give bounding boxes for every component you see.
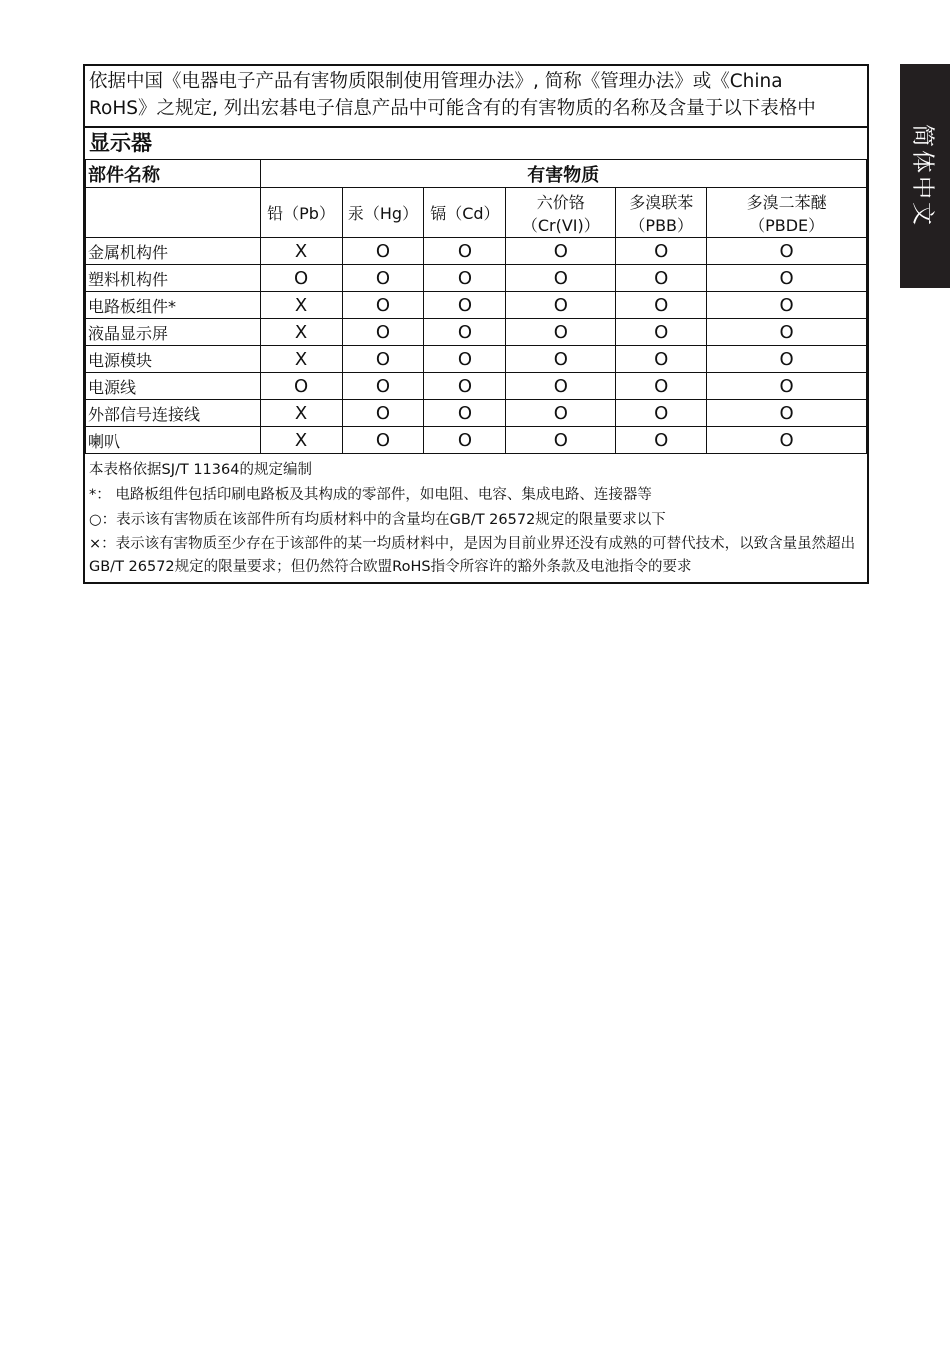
substance-value-cell: O bbox=[707, 238, 867, 265]
table-row bbox=[86, 238, 867, 265]
note-circle: ○：表示该有害物质在该部件所有均质材料中的含量均在GB/T 26572规定的限量要求以下 bbox=[89, 512, 666, 528]
substance-value-cell: O bbox=[707, 427, 867, 454]
substance-value-cell: O bbox=[424, 346, 506, 373]
substance-value-cell: O bbox=[260, 373, 342, 400]
substance-name: 汞（Hg） bbox=[347, 204, 419, 223]
substance-name: 多溴二苯醚 bbox=[746, 192, 827, 212]
substance-value-cell: O bbox=[342, 400, 424, 427]
substance-value-cell: X bbox=[260, 346, 342, 373]
substance-value-cell: O bbox=[424, 265, 506, 292]
substance-value-cell: X bbox=[260, 238, 342, 265]
substance-value-cell: O bbox=[616, 319, 707, 346]
substance-header-cell bbox=[506, 188, 616, 238]
part-name-cell: 电源线 bbox=[86, 373, 261, 400]
substance-value-cell: O bbox=[707, 400, 867, 427]
substance-value-cell: O bbox=[707, 346, 867, 373]
substance-value-cell: O bbox=[424, 373, 506, 400]
substance-name: 镉（Cd） bbox=[430, 204, 500, 223]
substance-value-cell: O bbox=[616, 400, 707, 427]
part-name-cell: 液晶显示屏 bbox=[86, 319, 261, 346]
substance-name: 多溴联苯 bbox=[629, 192, 694, 212]
substance-header-cell bbox=[616, 188, 707, 238]
substance-value-cell: O bbox=[616, 427, 707, 454]
substance-value-cell: O bbox=[342, 319, 424, 346]
table-row bbox=[86, 400, 867, 427]
substance-value-cell: O bbox=[506, 292, 616, 319]
substance-value-cell: O bbox=[424, 427, 506, 454]
substance-value-cell: O bbox=[707, 265, 867, 292]
substance-value-cell: O bbox=[707, 319, 867, 346]
language-tab-label: 简体中文 bbox=[909, 124, 936, 228]
part-name-cell: 塑料机构件 bbox=[86, 265, 261, 292]
substance-value-cell: O bbox=[260, 265, 342, 292]
substance-value-cell: O bbox=[424, 400, 506, 427]
substance-symbol: （PBB） bbox=[629, 215, 694, 235]
substance-value-cell: X bbox=[260, 400, 342, 427]
substance-value-cell: O bbox=[616, 238, 707, 265]
substance-value-cell: O bbox=[506, 346, 616, 373]
product-title: 显示器 bbox=[89, 131, 152, 155]
substance-columns-row bbox=[86, 188, 867, 238]
substance-value-cell: O bbox=[506, 427, 616, 454]
rohs-disclosure-box bbox=[83, 64, 869, 584]
table-row bbox=[86, 373, 867, 400]
substance-value-cell: O bbox=[616, 292, 707, 319]
substance-value-cell: O bbox=[506, 265, 616, 292]
substance-value-cell: O bbox=[506, 373, 616, 400]
divider bbox=[85, 126, 867, 128]
substance-header-cell bbox=[260, 188, 342, 238]
substance-value-cell: X bbox=[260, 319, 342, 346]
table-row bbox=[86, 346, 867, 373]
substance-name: 铅（Pb） bbox=[267, 204, 335, 223]
substance-value-cell: X bbox=[260, 292, 342, 319]
part-name-cell: 金属机构件 bbox=[86, 238, 261, 265]
substance-value-cell: O bbox=[616, 346, 707, 373]
substance-value-cell: O bbox=[506, 400, 616, 427]
table-row bbox=[86, 427, 867, 454]
hazardous-substances-table bbox=[85, 159, 867, 454]
substance-value-cell: O bbox=[424, 319, 506, 346]
intro-line-2: RoHS》之规定, 列出宏碁电子信息产品中可能含有的有害物质的名称及含量于以下表格中 bbox=[89, 98, 816, 119]
part-name-cell: 喇叭 bbox=[86, 427, 261, 454]
substances-header: 有害物质 bbox=[260, 160, 866, 188]
substance-value-cell: O bbox=[707, 373, 867, 400]
table-body bbox=[86, 238, 867, 454]
substance-value-cell: O bbox=[342, 265, 424, 292]
substance-value-cell: O bbox=[616, 265, 707, 292]
substance-value-cell: O bbox=[424, 292, 506, 319]
intro-line-1: 依据中国《电器电子产品有害物质限制使用管理办法》, 简称《管理办法》或《China bbox=[89, 71, 783, 92]
substance-value-cell: O bbox=[506, 319, 616, 346]
substance-header-cell bbox=[342, 188, 424, 238]
language-tab[interactable] bbox=[900, 64, 950, 288]
table-row bbox=[86, 292, 867, 319]
part-name-cell: 电路板组件* bbox=[86, 292, 261, 319]
intro-paragraph bbox=[85, 66, 867, 126]
part-name-header: 部件名称 bbox=[86, 160, 261, 188]
part-name-cell: 电源模块 bbox=[86, 346, 261, 373]
note-standard: 本表格依据SJ/T 11364的规定编制 bbox=[89, 462, 312, 478]
substance-value-cell: X bbox=[260, 427, 342, 454]
substance-value-cell: O bbox=[342, 238, 424, 265]
substance-symbol: （PBDE） bbox=[749, 215, 825, 235]
substance-value-cell: O bbox=[342, 292, 424, 319]
substance-name: 六价铬 bbox=[536, 192, 585, 212]
note-cross: ×：表示该有害物质至少存在于该部件的某一均质材料中，是因为目前业界还没有成熟的可替代技术，以致含量虽然超出GB/T 26572规定的限量要求；但仍然符合欧盟RoHS指令所容许的豁外条款及电池指令的要求 bbox=[89, 536, 856, 575]
substance-header-cell bbox=[424, 188, 506, 238]
blank-header-cell bbox=[86, 188, 261, 238]
substance-value-cell: O bbox=[424, 238, 506, 265]
substance-value-cell: O bbox=[707, 292, 867, 319]
substance-value-cell: O bbox=[342, 427, 424, 454]
substance-value-cell: O bbox=[616, 373, 707, 400]
substance-header-cell bbox=[707, 188, 867, 238]
substance-value-cell: O bbox=[342, 373, 424, 400]
note-asterisk: *： 电路板组件包括印刷电路板及其构成的零部件，如电阻、电容、集成电路、连接器等 bbox=[89, 487, 652, 503]
table-row bbox=[86, 319, 867, 346]
substance-value-cell: O bbox=[506, 238, 616, 265]
table-row bbox=[86, 265, 867, 292]
part-name-cell: 外部信号连接线 bbox=[86, 400, 261, 427]
substance-value-cell: O bbox=[342, 346, 424, 373]
notes-section bbox=[85, 458, 867, 579]
substance-symbol: （Cr(VI)） bbox=[521, 215, 600, 235]
